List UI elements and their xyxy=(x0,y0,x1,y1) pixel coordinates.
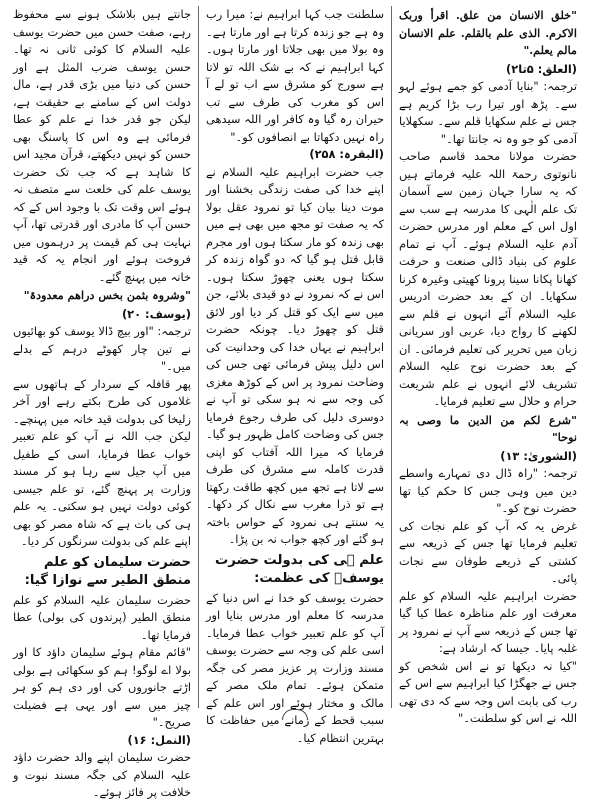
verse-reference: (الشوریٰ: ۱۳) xyxy=(500,448,577,463)
paragraph: سلطنت جب کہا ابراہیم نے: میرا رب وہ ہے جو زندہ کرتا ہے اور مارتا ہے۔ وہ بولا میں بھی جلاتا اور مارتا ہوں۔ کہا ابراہیم نے کہ بے شک اللہ تو لاتا ہے سورج کو مشرق سے اب تو لے آ اس کو مغرب کی طرف سے تب حیران رہ گیا وہ کافر اور اللہ سیدھی راہ نہیں دکھاتا بے انصافوں کو۔" xyxy=(206,7,384,144)
verse-reference: (یوسف: ۲۰) xyxy=(121,306,191,321)
paragraph: حضرت مولانا محمد قاسم صاحب نانوتوی رحمۃ اللہ علیہ فرماتے ہیں کہ یہ سارا جہان زمین سے آسمان تک علم الٰہی کا مدرسہ ہے سب سے اول اس کے معلم اور مدرس حضرت آدم علیہ السلام ہوئے۔ آپ نے تمام علوم کی بنیاد ڈالی صنعت و حرفت کھانا پکانا سینا پرونا کھیتی وغیرہ کرنا سکھایا۔ ان کے بعد حضرت ادریس علیہ السلام آئے انہوں نے قلم سے لکھنے کا رواج دیا، عربی اور سریانی زبان میں تحریر کی تعلیم فرمائی۔ ان کے بعد حضرت نوح علیہ السلام تشریف لائے انہوں نے علم شریعت حرام و حلال سے تعلیم فرمایا۔ xyxy=(399,149,577,408)
paragraph: ترجمہ: "راہ ڈال دی تمہارے واسطے دین میں وہی جس کا حکم کیا تھا حضرت نوح کو۔" xyxy=(399,466,577,515)
paragraph: پھر قافلہ کے سردار کے ہاتھوں سے غلاموں کی طرح بکتے رہے اور آخر زلیخا کی بدولت قید خانہ میں پہنچے۔ لیکن جب اللہ نے آپ کو علم تعبیر خواب عطا فرمایا، اسی کے طفیل میں آپ جیل سے رہا ہو کر مسند وزارت پر پہنچ گئے، تو علم جیسی کوئی دولت نہیں ہو سکتی۔ یہ علم ہی کی بات ہے کہ شاہ مصر کو بھی اپنے علم کی بدولت سرنگوں کر دیا۔ xyxy=(13,376,191,548)
column-left xyxy=(6,6,199,799)
paragraph: جانتے ہیں بلاشک ہونے سے محفوظ رہے، صفت حسن میں حضرت یوسف علیہ السلام کا کوئی ثانی نہ تھا۔ حسن یوسف ضرب المثل ہے اور حسن کی دنیا میں بڑی قدر ہے، مال دولت اس کے سامنے بے حقیقت ہے، لیکن جو قدر خدا نے علم کو عطا فرمائی ہے وہ اس کا پاسنگ بھی حسن کو نہیں دیکھتے، قرآن مجید اس کا شاہد ہے کہ جب تک حضرت یوسف علم کی خلعت سے متصف نہ ہوئے اس وقت تک با وجود اس کے کہ حسن آپ کا مادری اور قدرتی تھا، آپ نہایت ہی کم قیمت پر درہموں میں فروخت ہوئے اور انجام یہ کہ قید خانہ میں پہنچ گئے۔ xyxy=(13,7,191,284)
paragraph: حضرت سلیمان علیہ السلام کو علم منطق الطیر (پرندوں کی بولی) عطا فرمایا تھا۔ xyxy=(13,592,191,642)
paragraph: ترجمہ: "بنایا آدمی کو جمے ہوئے لہو سے۔ پڑھ اور تیرا رب بڑا کریم ہے جس نے علم سکھایا قلم سے۔ سکھلایا آدمی کو جو وہ نہ جانتا تھا۔" xyxy=(399,79,577,146)
verse-reference: (النمل: ۱۶) xyxy=(127,732,191,747)
verse-reference: (البقرہ: ۲۵۸) xyxy=(309,147,384,161)
paragraph: حضرت سلیمان اپنے والد حضرت داؤد علیہ السلام کی جگہ مسند نبوت و خلافت پر فائز ہوئے۔ xyxy=(13,750,191,799)
arabic-verse: "خلق الانسان من علق. اقرأ وربک الاکرم. الذی علم بالقلم. علم الانسان مالم یعلم." xyxy=(399,8,577,57)
paragraph: حضرت یوسف کو خدا نے اس دنیا کے مدرسہ کا معلم اور مدرس بنایا اور آپ کو علم تعبیر خواب عطا فرمایا۔ اسی علم کی وجہ سے حضرت یوسف مسند وزارت پر عزیز مصر کی جگہ متمکن ہوئے۔ تمام ملک مصر کے مالک و مختار ہوئے اور اس علم کے سبب قحط کے زمانے میں حفاظت کا بہترین انتظام کیا۔ xyxy=(206,590,384,745)
arabic-verse: "شرع لکم من الدین ما وصی بہ نوحا" xyxy=(399,412,577,444)
paragraph: حضرت ابراہیم علیہ السلام کو علم معرفت اور علم مناظرہ عطا کیا گیا تھا جس کے ذریعہ سے آپ نے نمرود پر غلبہ پایا۔ جیسا کہ ارشاد ہے: xyxy=(399,588,577,655)
arabic-verse: "وشروہ بثمن بخس دراھم معدودۃ" xyxy=(23,288,191,302)
paragraph: جب حضرت ابراہیم علیہ السلام نے اپنے خدا کی صفت زندگی بخشنا اور موت دینا بیان کیا تو نمرود عقل بولا کہ یہ صفت تو مجھ میں بھی ہے میں بھی زندہ کو مار سکتا ہوں اور مجرم قابل قتل ہو گیا کہ دو گواہ زندہ کر سکتا ہوں یعنی چھوڑ سکتا ہوں۔ اس نے کہ نمرود نے دو قیدی بلائے، جن میں سے ایک کو قتل کر دیا اور لائق قتل کو چھوڑ دیا۔ چونکہ حضرت ابراہیم نے یہاں خدا کی وحدانیت کی اس دلیل پیش فرمائی تھی جس کی وضاحت نمرود پر اس کے کوڑھ مغزی کی وجہ سے نہ ہو سکی تو آپ نے دوسری دلیل کی طرف رجوع فرمایا جس کی وضاحت کامل ظہور ہو گیا۔ فرمایا کہ میرا اللہ آفتاب کو اپنی قدرت کاملہ سے مشرق کی طرف سے لاتا ہے تجھ میں کچھ طاقت رکھتا ہے تو ذرا مغرب سے نکال کر دکھا۔ یہ سنتے ہی نمرود کے حواس باختہ ہو گئے اور کچھ جواب نہ بن پڑا۔ xyxy=(206,164,384,546)
paragraph: غرض یہ کہ آپ کو علم نجات کی تعلیم فرمایا تھا جس کے ذریعہ سے کشتی کے ذریعے طوفان سے نجات پائی۔ xyxy=(399,518,577,585)
paragraph: ترجمہ: "اور بیچ ڈالا یوسف کو بھائیوں نے تین چار کھوٹے درہم کے بدلے میں۔" xyxy=(13,324,191,373)
paragraph: "قائم مقام ہوئے سلیمان داؤد کا اور بولا اے لوگو! ہم کو سکھائی ہے بولی اڑتے جانوروں کی اور دی ہم کو ہر چیز میں سے اور یہی ہے فضیلت صریح۔" xyxy=(13,645,191,729)
column-right xyxy=(392,6,584,725)
verse-reference: (العلق: ۵تا۲) xyxy=(506,61,577,76)
paragraph: "کیا نہ دیکھا تو نے اس شخص کو جس نے جھگڑا کیا ابراہیم سے اس کے رب کی بابت اس وجہ سے کہ دی تھی اللہ نے اس کو سلطنت۔" xyxy=(399,658,577,725)
page-number-ornament xyxy=(282,709,308,720)
column-middle xyxy=(199,6,392,745)
section-heading: حضرت سلیمان کو علم منطق الطیر سے نوازا گیا: xyxy=(24,554,191,588)
section-heading: علم ہی کی بدولت حضرت یوسفؑ کی عظمت: xyxy=(215,552,384,586)
